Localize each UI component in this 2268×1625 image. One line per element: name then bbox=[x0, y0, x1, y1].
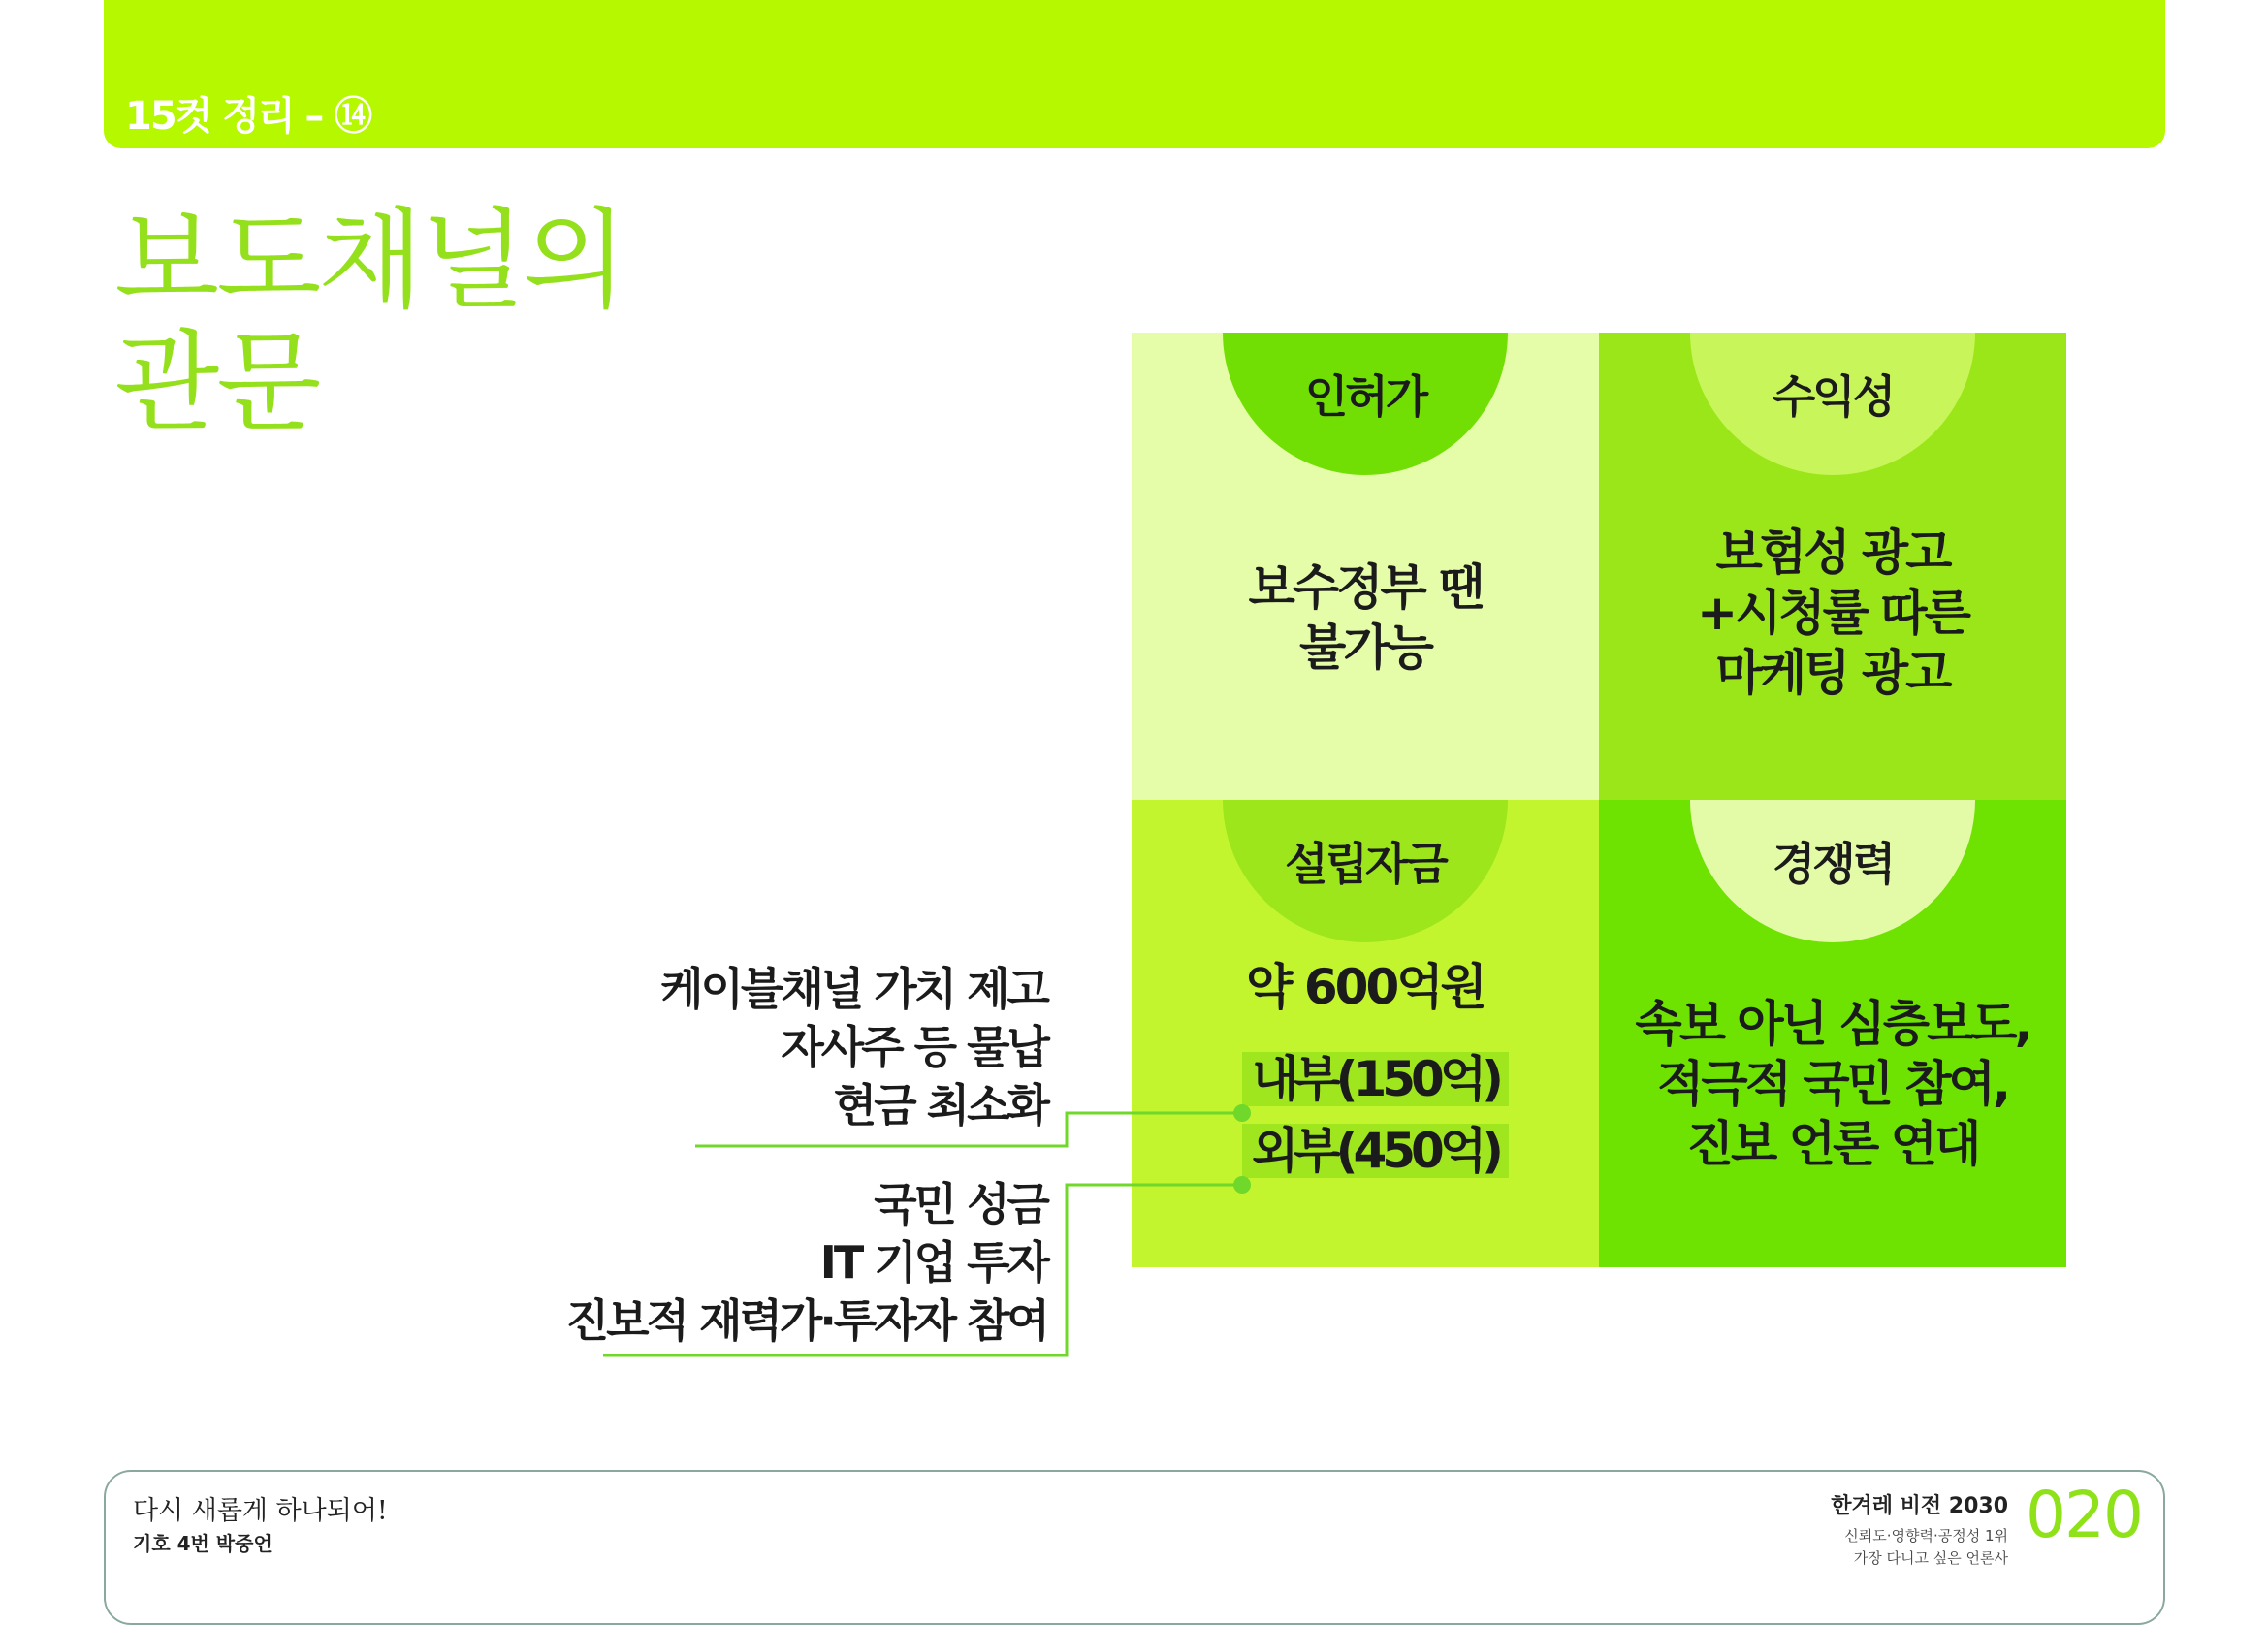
title-line: 관문 bbox=[114, 320, 319, 446]
cell-line: +시청률 따른 bbox=[1697, 585, 1968, 641]
title-line: 보도채널의 bbox=[114, 198, 624, 324]
external-note bbox=[566, 1175, 1047, 1350]
cell-founding-capital bbox=[1132, 800, 1599, 1267]
cell-heading: 경쟁력 bbox=[1772, 838, 1894, 890]
gateway-grid bbox=[1132, 333, 2066, 1267]
cell-competitiveness bbox=[1599, 800, 2066, 1267]
cell-line: 진보 언론 연대 bbox=[1686, 1116, 1979, 1172]
note-line: 국민 성금 bbox=[874, 1178, 1047, 1230]
cell-heading: 인허가 bbox=[1304, 370, 1426, 423]
page-title bbox=[114, 200, 624, 444]
campaign-slogan: 다시 새롭게 하나되어! bbox=[133, 1496, 388, 1526]
cell-body bbox=[1132, 957, 1599, 1017]
note-line: 자사주 등 물납 bbox=[781, 1021, 1047, 1073]
cell-line: 보험성 광고 bbox=[1715, 525, 1950, 581]
section-label: 15컷 정리 – ⑭ bbox=[125, 94, 371, 139]
note-line: 현금 최소화 bbox=[833, 1079, 1047, 1131]
brand-subtitle: 가장 다니고 싶은 언론사 bbox=[1853, 1549, 2008, 1567]
capital-external-tag: 외부(450억) bbox=[1242, 1124, 1509, 1178]
footer bbox=[104, 1470, 2165, 1625]
page-number: 020 bbox=[2026, 1478, 2142, 1552]
cell-heading: 설립자금 bbox=[1285, 838, 1446, 890]
internal-note bbox=[660, 960, 1047, 1134]
cell-line: 보수정부 땐 bbox=[1248, 559, 1483, 616]
cell-line: 적극적 국민 참여, bbox=[1657, 1056, 2008, 1112]
cell-license bbox=[1132, 333, 1599, 800]
cell-line: 마케팅 광고 bbox=[1715, 645, 1950, 701]
brand-subtitle: 신뢰도·영향력·공정성 1위 bbox=[1844, 1527, 2008, 1545]
note-line: 진보적 재력가·투자자 참여 bbox=[565, 1294, 1047, 1347]
cell-line: 속보 아닌 심층보도, bbox=[1635, 996, 2030, 1052]
capital-internal-tag: 내부(150억) bbox=[1242, 1052, 1509, 1106]
candidate-name: 기호 4번 박중언 bbox=[133, 1532, 272, 1555]
cell-line: 불가능 bbox=[1299, 620, 1431, 676]
cell-heading: 수익성 bbox=[1772, 370, 1894, 423]
cell-body bbox=[1132, 558, 1599, 678]
cell-body bbox=[1599, 994, 2066, 1174]
header-bar bbox=[104, 0, 2165, 148]
cell-body bbox=[1599, 523, 2066, 703]
note-line: 케이블채널 가치 제고 bbox=[660, 963, 1047, 1015]
note-line: IT 기업 투자 bbox=[819, 1236, 1047, 1289]
cell-profitability bbox=[1599, 333, 2066, 800]
cell-line: 약 600억원 bbox=[1246, 959, 1485, 1015]
brand-title: 한겨레 비전 2030 bbox=[1831, 1494, 2008, 1518]
